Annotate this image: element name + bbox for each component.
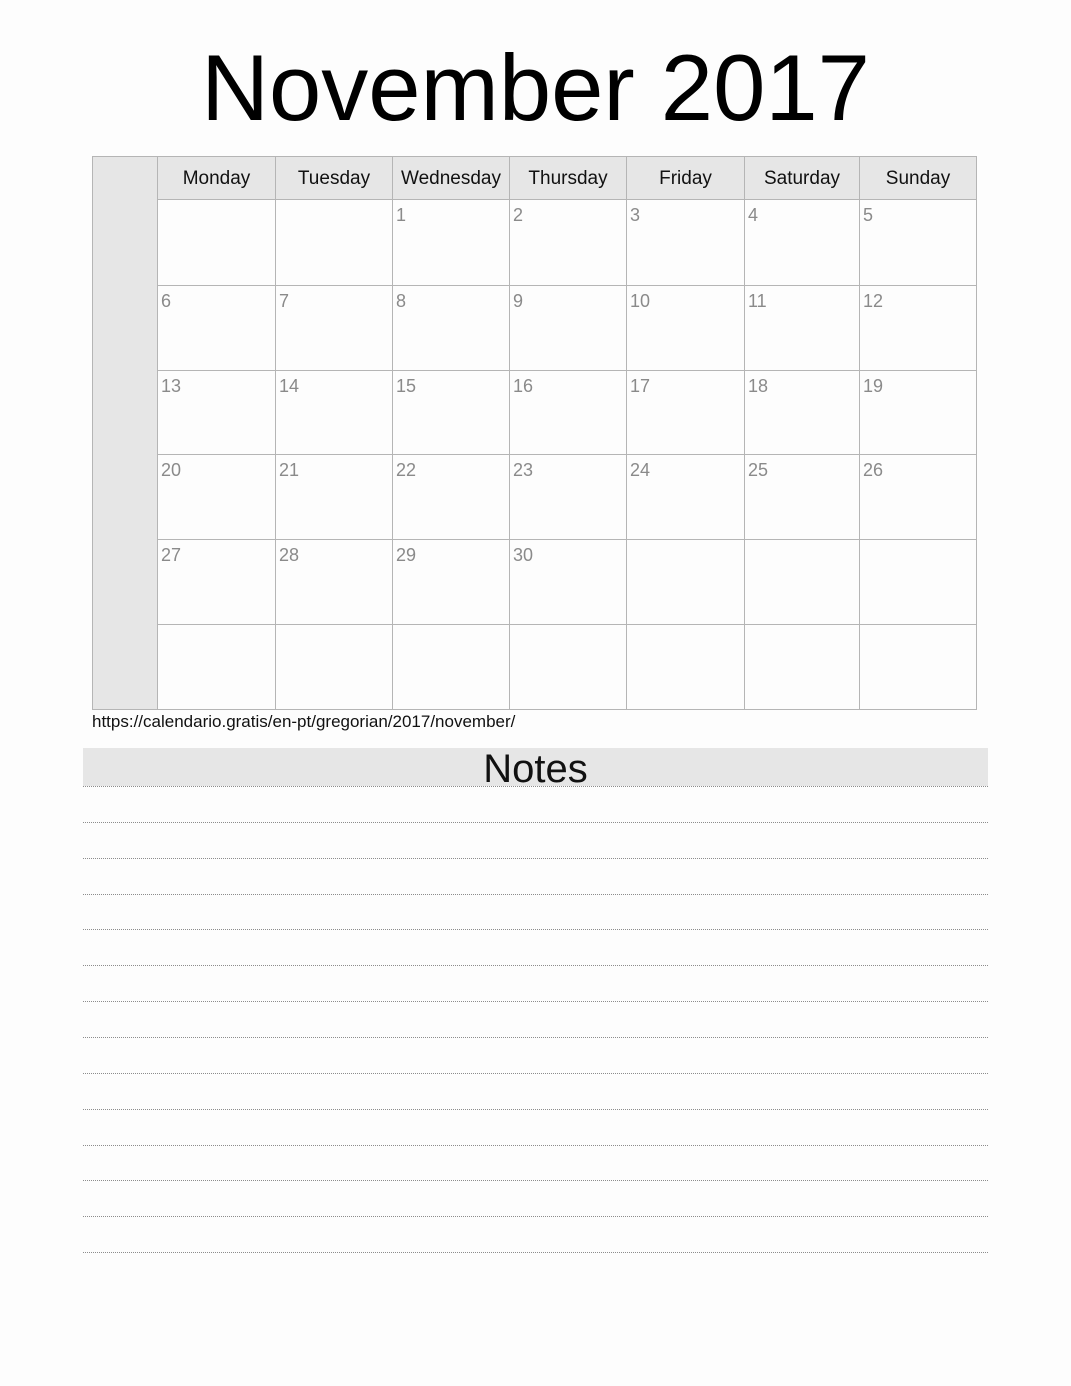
day-number: 14 [279,376,300,396]
day-cell[interactable] [392,624,509,709]
day-cell[interactable] [158,539,275,624]
day-number: 15 [396,376,417,396]
day-number: 29 [396,545,417,565]
weekday-header-tuesday: Tuesday [275,157,392,199]
day-cell[interactable] [158,624,275,709]
day-number: 22 [396,460,417,480]
day-cell[interactable] [392,370,509,455]
day-number: 2 [513,205,524,225]
weekday-header-saturday: Saturday [744,157,859,199]
day-cell[interactable] [744,454,859,539]
day-number: 19 [863,376,884,396]
calendar-grid [92,156,977,710]
day-number: 24 [630,460,651,480]
notes-line[interactable] [83,858,988,859]
day-cell[interactable] [158,370,275,455]
day-number: 12 [863,291,884,311]
notes-line[interactable] [83,1109,988,1110]
day-number: 21 [279,460,300,480]
day-number: 26 [863,460,884,480]
notes-line[interactable] [83,1001,988,1002]
day-cell[interactable] [859,539,976,624]
notes-header [83,747,988,791]
day-cell[interactable] [744,285,859,370]
day-cell[interactable] [158,285,275,370]
day-cell[interactable] [509,624,626,709]
day-number: 9 [513,291,524,311]
day-number: 28 [279,545,300,565]
day-cell[interactable] [859,454,976,539]
day-cell[interactable] [626,285,744,370]
weekday-header-row [158,157,976,200]
day-cell[interactable] [509,454,626,539]
day-number: 4 [748,205,759,225]
day-cell[interactable] [509,285,626,370]
day-cell[interactable] [158,200,275,285]
day-cell[interactable] [509,370,626,455]
page-title: November 2017 [201,35,870,140]
notes-line[interactable] [83,822,988,823]
day-number: 30 [513,545,534,565]
day-number: 23 [513,460,534,480]
day-cell[interactable] [275,370,392,455]
notes-line[interactable] [83,1216,988,1217]
source-url[interactable]: https://calendario.gratis/en-pt/gregorian/2017/november/ [92,712,516,731]
day-cell[interactable] [275,454,392,539]
day-number: 25 [748,460,769,480]
day-number: 11 [748,291,767,311]
day-number: 5 [863,205,874,225]
day-cell[interactable] [275,285,392,370]
day-cell[interactable] [859,200,976,285]
day-cell[interactable] [275,624,392,709]
day-cell[interactable] [744,200,859,285]
day-cell[interactable] [392,285,509,370]
day-number: 1 [396,205,407,225]
notes-line[interactable] [83,1180,988,1181]
day-cell[interactable] [158,454,275,539]
day-number: 13 [161,376,182,396]
notes-line[interactable] [83,1037,988,1038]
day-cell[interactable] [509,200,626,285]
notes-line[interactable] [83,1252,988,1253]
weekday-header-wednesday: Wednesday [392,157,509,199]
day-number: 3 [630,205,641,225]
day-cell[interactable] [392,200,509,285]
day-number: 20 [161,460,182,480]
day-cell[interactable] [626,370,744,455]
day-cell[interactable] [392,539,509,624]
notes-line[interactable] [83,965,988,966]
day-cell[interactable] [392,454,509,539]
notes-title: Notes [483,747,588,791]
day-number: 18 [748,376,769,396]
day-cell[interactable] [626,200,744,285]
weekday-header-thursday: Thursday [509,157,626,199]
day-number: 6 [161,291,172,311]
day-cell[interactable] [859,624,976,709]
day-cell[interactable] [744,370,859,455]
day-number: 17 [630,376,651,396]
day-number: 7 [279,291,290,311]
weekday-header-sunday: Sunday [859,157,976,199]
weekday-header-friday: Friday [626,157,744,199]
day-number: 10 [630,291,651,311]
weekday-header-monday: Monday [182,168,251,189]
day-cell[interactable] [509,539,626,624]
day-cell[interactable] [275,200,392,285]
day-cell[interactable] [626,624,744,709]
notes-line[interactable] [83,929,988,930]
day-cell[interactable] [275,539,392,624]
day-cell[interactable] [744,624,859,709]
day-number: 16 [513,376,534,396]
day-cell[interactable] [859,285,976,370]
day-number: 27 [161,545,182,565]
day-cell[interactable] [859,370,976,455]
day-number: 8 [396,291,407,311]
day-cell[interactable] [626,454,744,539]
week-number-column [93,157,158,709]
notes-line[interactable] [83,1145,988,1146]
notes-line[interactable] [83,1073,988,1074]
day-cell[interactable] [744,539,859,624]
notes-line[interactable] [83,786,988,787]
day-cell[interactable] [626,539,744,624]
notes-line[interactable] [83,894,988,895]
